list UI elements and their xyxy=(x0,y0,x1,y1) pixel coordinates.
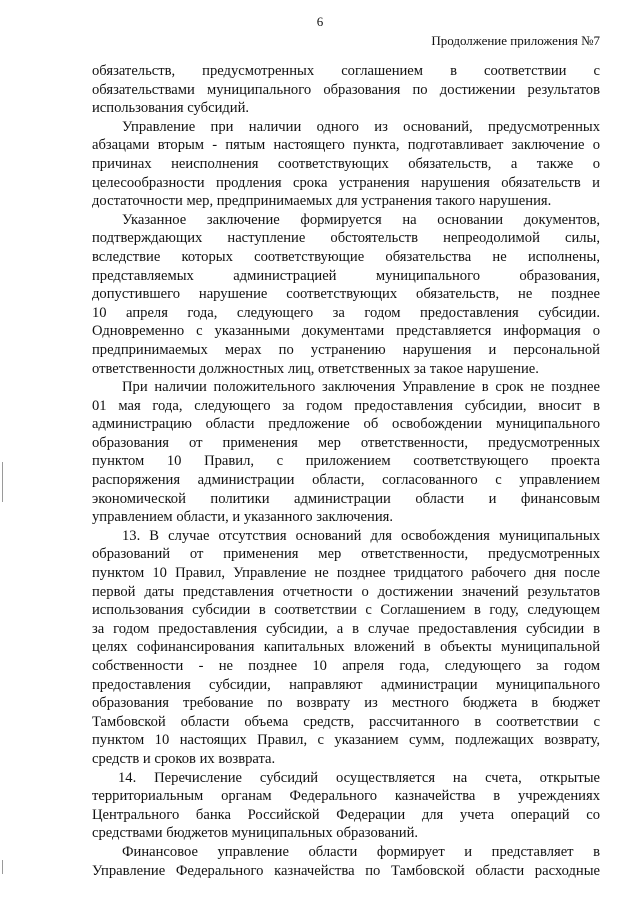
text-line: администрацию области предложение об освобождении муниципального xyxy=(92,416,600,433)
text-line: Указанное заключение формируется на основании документов, xyxy=(122,211,600,228)
text-line: использования субсидий. xyxy=(92,100,250,117)
text-line: 14. Перечисление субсидий осуществляется на счета, открытые xyxy=(118,769,600,786)
text-line: предпринимаемых мерах по устранению нарушения и персональной xyxy=(92,341,600,358)
text-line: предоставления субсидии, направляют администрации муниципального xyxy=(92,676,600,693)
text-line: обязательств, предусмотренных соглашением в соответствии с xyxy=(92,63,600,79)
text-line: обязательствами муниципального образования по достижении результатов xyxy=(92,81,600,98)
text-line: образования от применения мер ответственности, предусмотренных xyxy=(92,434,600,451)
text-line: целесообразности продления срока устранения нарушения обязательств и xyxy=(92,174,600,191)
text-line: целях софинансирования капитальных вложений в объекты муниципальной xyxy=(92,639,600,656)
text-line: средствами бюджетов муниципальных образований. xyxy=(92,825,419,842)
paragraph xyxy=(92,211,600,378)
text-line: представляемых администрацией муниципального образования, xyxy=(92,267,600,284)
paragraph xyxy=(92,118,600,211)
text-line: пунктом 10 Правил, Управление не позднее тридцатого рабочего дня после xyxy=(92,565,600,582)
text-line: Управление при наличии одного из оснований, предусмотренных xyxy=(122,118,600,135)
text-line: экономической политики администрации области и финансовым xyxy=(92,490,600,507)
text-line: 01 мая года, следующего за годом предоставления субсидии, вносит в xyxy=(92,397,600,414)
text-line: 10 апреля года, следующего за годом предоставления субсидии. xyxy=(92,304,600,321)
left-margin-mark xyxy=(2,860,3,874)
paragraph xyxy=(92,527,600,769)
text-line: допустившего нарушение соответствующих обязательств, не позднее xyxy=(92,286,600,303)
paragraph xyxy=(92,378,600,527)
text-line: образований от применения мер ответственности, предусмотренных xyxy=(92,546,600,563)
document-body xyxy=(92,62,600,880)
text-line: абзацами вторым - пятым настоящего пункта, подготавливает заключение о xyxy=(92,137,600,154)
paragraph xyxy=(92,62,600,118)
text-line: Центрального банка Российской Федерации для учета операций со xyxy=(92,806,600,823)
header-note: Продолжение приложения №7 xyxy=(431,33,600,48)
text-line: Тамбовской области объема средств, рассчитанного в соответствии с xyxy=(92,713,600,730)
text-line: Финансовое управление области формирует и представляет в xyxy=(122,843,600,860)
text-line: собственности - не позднее 10 апреля года, следующего за годом xyxy=(92,658,600,674)
text-line: пунктом 10 настоящих Правил, с указанием сумм, подлежащих возврату, xyxy=(92,732,600,749)
text-line: распоряжения администрации области, согласованного с управлением xyxy=(92,472,600,489)
text-line: образования требование по возврату из местного бюджета в бюджет xyxy=(92,695,600,712)
text-line: первой даты представления отчетности о достижении значений результатов xyxy=(92,583,600,600)
text-line: пунктом 10 Правил, с приложением соответствующего проекта xyxy=(92,453,600,470)
text-line: за годом предоставления субсидии, а в случае предоставления субсидии в xyxy=(92,620,600,637)
text-line: вследствие которых соответствующие обязательства не исполнены, xyxy=(92,248,600,265)
text-line: достаточности мер, предпринимаемых для устранения такого нарушения. xyxy=(92,193,552,210)
text-line: управлением области, и указанного заключения. xyxy=(92,509,393,526)
text-line: причинах неисполнения соответствующих обязательств, а также о xyxy=(92,155,600,172)
text-line: использования субсидии в соответствии с Соглашением в году, следующем xyxy=(92,602,600,619)
text-line: Управление Федерального казначейства по Тамбовской области расходные xyxy=(92,862,600,879)
text-line: средств и сроков их возврата. xyxy=(92,750,276,767)
left-margin-mark xyxy=(2,462,3,502)
text-line: ответственности должностных лиц, ответственных за такое нарушение. xyxy=(92,360,539,377)
text-line: подтверждающих наступление обстоятельств непреодолимой силы, xyxy=(92,230,600,247)
text-line: территориальным органам Федерального казначейства в учреждениях xyxy=(92,788,600,805)
text-line: 13. В случае отсутствия оснований для освобождения муниципальных xyxy=(122,527,600,544)
text-line: Одновременно с указанными документами представляется информация о xyxy=(92,323,600,340)
text-line: При наличии положительного заключения Управление в срок не позднее xyxy=(122,379,600,396)
page-number: 6 xyxy=(316,14,324,29)
paragraph xyxy=(92,843,600,880)
paragraph xyxy=(92,769,600,843)
